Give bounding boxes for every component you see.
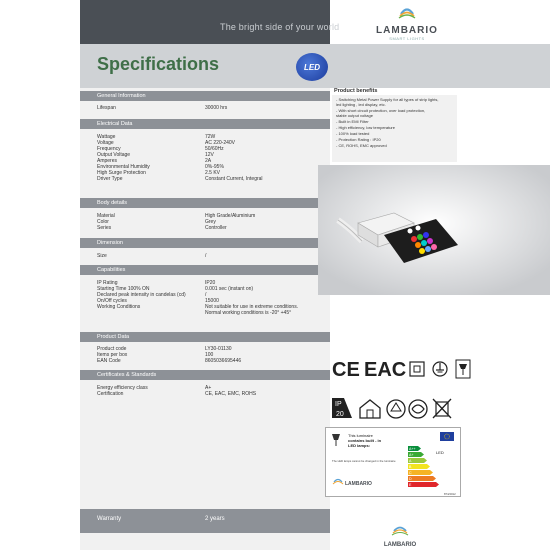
energy-text-3: LED lamps: [348,443,371,448]
benefit-item: - 100% load tested [336,131,370,136]
energy-class-bars [408,446,439,487]
row-value: LY30-01130 [205,346,232,352]
ip20-icon [332,398,352,418]
row-label: Series [97,225,112,231]
benefit-item: - Built in EMI Filter [336,119,369,124]
energy-class-bar [408,482,439,487]
row-label: Driver Type [97,176,123,182]
row-label: IP Rating [97,280,118,286]
energy-class-label: B [409,465,412,469]
row-value: AC 220-240V [205,140,236,146]
recycle-icon [387,400,405,418]
row-value: IP20 [205,280,216,286]
row-label: Product code [97,346,127,352]
row-label: Environmental Humidity [97,164,150,170]
row-value: CE, EAC, EMC, ROHS [205,391,257,397]
row-label: On/Off cycles [97,298,127,304]
row-label: Amperes [97,158,118,164]
energy-class-label: A++ [409,447,416,451]
benefit-item: - Protection Rating : IP20 [336,137,381,142]
footer-logo-mark-icon [392,528,408,536]
row-label: Certification [97,391,124,397]
brand-subtitle: SMART LIGHTS [389,36,425,41]
energy-class-label: E [409,483,412,487]
class-ii-icon [410,362,424,376]
energy-class-label: A [409,459,412,463]
eu-flag-icon [440,432,454,441]
row-label: Voltage [97,140,114,146]
product-image [318,165,550,295]
row-value: 0.001 sec (instant on) [205,286,254,292]
row-value: Controller [205,225,227,231]
eac-mark-icon: EAC [364,359,407,381]
row-label: Material [97,213,115,219]
row-value: 0%-95% [205,164,224,170]
row-value: 8605036695446 [205,358,242,364]
section-title: General Information [97,93,146,99]
row-value: 72W [205,134,216,140]
energy-code: 874/2012 [444,492,456,496]
lamp-icon [332,434,340,446]
benefit-item: - With short circuit protection, over load protection, [336,108,426,113]
energy-note: The LED lamps cannot be changed in the luminaire [332,459,396,463]
indoor-use-icon [360,400,380,418]
row-value: 30000 hrs [205,105,228,111]
row-value: A+ [205,385,212,391]
brand-logo [362,3,452,43]
row-label: Frequency [97,146,121,152]
row-label: EAN Code [97,358,121,364]
row-value: Not suitable for use in extreme conditions. [205,304,299,310]
row-value: Grey [205,219,216,225]
row-value: Constant Current, Integral [205,176,263,182]
benefits-title: Product benefits [334,88,378,94]
page-title: Specifications [97,54,220,74]
benefit-item: led lighting , led display, etc. [336,102,386,107]
row-value: 12V [205,152,214,158]
ip-number: 20 [336,411,344,418]
footer-logo [380,522,420,550]
lambario-small-logo-icon [333,480,343,485]
row-value: / [205,292,207,298]
warranty-label: Warranty [97,516,122,522]
green-dot-icon [409,400,427,418]
energy-label-graphic [326,428,462,498]
energy-text-2: contains built - in [348,438,382,443]
brand-name: LAMBARIO [376,25,438,36]
row-label: Declared peak intensity in candelas (cd) [97,292,186,298]
row-label: Lifespan [97,105,116,111]
section-title: Dimension [97,240,123,246]
row-value: 2A [205,158,212,164]
row-value: Normal working conditions is -20° +45° [205,310,292,316]
ip-label: IP [335,401,342,408]
row-value: High Grade/Aluminium [205,213,256,219]
energy-class-bar [408,476,436,481]
section-title: Body details [97,200,127,206]
logo-mark-icon [397,3,417,23]
energy-label [325,427,461,497]
energy-brand: LAMBARIO [345,481,372,487]
tagline: The bright side of your world [220,22,340,32]
section-title: Product Data [97,334,130,340]
row-label: Size [97,253,107,259]
row-label: Starting Time 100% ON [97,286,150,292]
energy-class-label: C [409,471,412,475]
row-label: Output Voltage [97,152,131,158]
row-value: 2.5 KV [205,170,221,176]
row-value: / [205,253,207,259]
energy-class-label: A+ [409,453,414,457]
benefit-item: - Switching Metal Power Supply for all types of strip lights, [336,97,439,102]
footer-brand: LAMBARIO [383,542,417,548]
row-label: Working Conditions [97,304,141,310]
certification-marks-2 [330,396,460,420]
section-title: Capabilities [97,267,126,273]
benefit-item: - CE, ROHS, EMC approved [336,143,387,148]
row-value: 15000 [205,298,219,304]
ground-symbol-icon [433,362,447,376]
ce-mark-icon: CE [332,359,360,381]
led-badge: LED [296,53,328,81]
warranty-value: 2 years [205,516,225,522]
energy-class-label: D [409,477,412,481]
certification-marks [330,356,490,382]
row-label: High Surge Protection [97,170,146,176]
row-label: Wattage [97,134,116,140]
row-label: Items per box [97,352,128,358]
row-label: Color [97,219,109,225]
row-value: 50/60Hz [205,146,224,152]
row-label: Energy efficiency class [97,385,148,391]
energy-text-1: This luminaire [348,433,373,438]
section-title: Certificates & Standards [97,372,157,378]
energy-side-label: LED [436,450,444,455]
benefit-item: stable output voltage [336,113,373,118]
row-value: 100 [205,352,214,358]
energy-class-bar [408,470,433,475]
section-title: Electrical Data [97,121,133,127]
benefit-item: - High efficiency, low temperature [336,125,395,130]
lamp-symbol-icon [456,360,470,378]
weee-bin-icon [433,399,451,418]
